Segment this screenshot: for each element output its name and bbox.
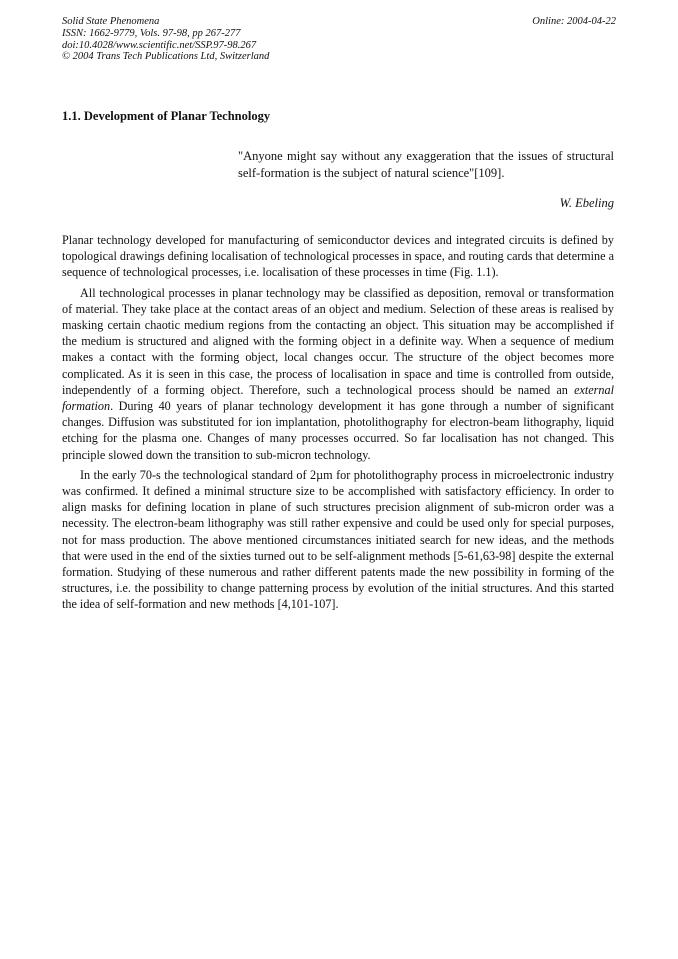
section-title: 1.1. Development of Planar Technology [62,109,271,123]
online-date: Online: 2004-04-22 [532,16,616,27]
epigraph-author: W. Ebeling [559,196,614,210]
journal-name: Solid State Phenomena [62,16,160,27]
doi-line: doi:10.4028/www.scientific.net/SSP.97-98.267 [62,39,257,51]
paragraph-2 [62,285,614,463]
watermark-remnant [62,63,616,69]
external-formation-term: external formation [62,382,614,414]
paragraph-1: Planar technology developed for manufacturing of semiconductor devices and integrated circuits is defined by topological drawings defining localisation of technological processes in space, and routing cards that determine a sequence of technological processes, i.e. localisation of these processes in time (Fig. 1.1). [62,233,614,280]
page-header [62,16,616,69]
body-text [62,232,614,617]
epigraph-quote: "Anyone might say without any exaggeration that the issues of structural self-formation is the subject of natural science"[109]. [238,149,614,180]
copyright-line: © 2004 Trans Tech Publications Ltd, Switzerland [62,51,270,63]
paragraph-2-part-2: . During 40 years of planar technology development it has gone through a number of significant changes. Diffusion was substituted for ion implantation, photolithography for electron-beam lithography, liquid etching for the plasma one. Changes of many processes occurred. So far localisation has not changed. This principle slowed down the transition to sub-micron technology. [62,399,614,462]
paragraph-2-part-1: All technological processes in planar technology may be classified as deposition, removal or transformation of material. They take place at the contact areas of an object and medium. Selection of these areas is realised by masking certain chaotic medium regions from the contacting an object. This situation may be accomplished if the medium is structured and aligned with the forming object in a definite way. When a sequence of medium makes a contact with the forming object, local changes occur. The structure of the object becomes more complicated. As it is seen in this case, the process of localisation in space and time is controlled from outside, independently of a forming object. Therefore, such a technological process should be named an [62,285,614,397]
issn-line: ISSN: 1662-9779, Vols. 97-98, pp 267-277 [62,27,241,39]
paragraph-3: In the early 70-s the technological standard of 2µm for photolithography process in microelectronic industry was confirmed. It defined a minimal structure size to be accomplished with satisfactory efficiency. In order to align masks for defining location in plane of such structures precision alignment of sub-micron order was a necessity. The electron-beam lithography was still rather expensive and could be used only for special purposes, not for mass production. The above mentioned circumstances initiated search for new ideas, and the methods that were used in the end of the sixties turned out to be self-alignment methods [5-61,63-98] despite the external formation. Studying of these numerous and rather different patents made the new possibility in forming of the structures, i.e. the possibility to change patterning process by evolution of the initial structures. And this started the idea of self-formation and new methods [4,101-107]. [62,467,614,612]
